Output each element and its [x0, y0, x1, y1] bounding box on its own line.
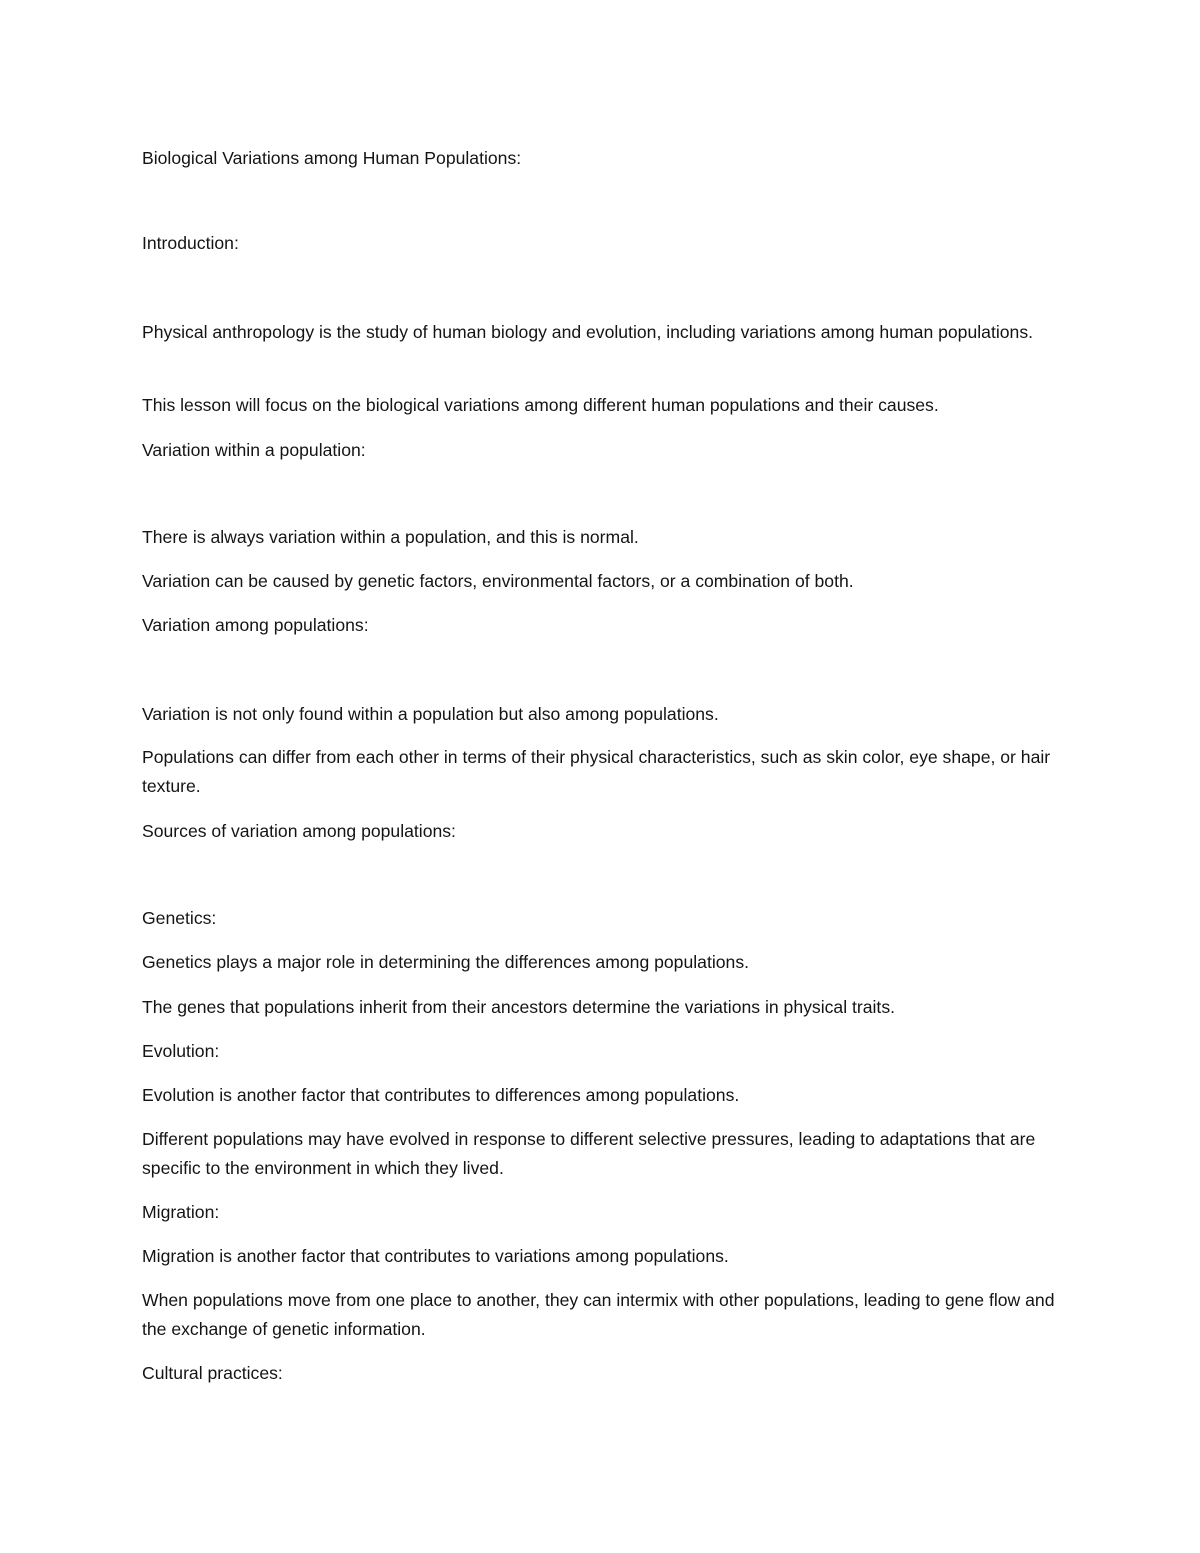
paragraph: Variation is not only found within a population but also among populations.: [142, 704, 719, 724]
paragraph: There is always variation within a population, and this is normal.: [142, 527, 639, 547]
heading-evolution: Evolution:: [142, 1041, 220, 1061]
heading-sources-of-variation: Sources of variation among populations:: [142, 821, 456, 841]
paragraph: Evolution is another factor that contributes to differences among populations.: [142, 1085, 740, 1105]
heading-variation-within: Variation within a population:: [142, 440, 366, 460]
document-title: Biological Variations among Human Populations:: [142, 148, 522, 168]
heading-cultural-practices: Cultural practices:: [142, 1363, 283, 1383]
paragraph: Genetics plays a major role in determining the differences among populations.: [142, 952, 750, 972]
paragraph: Different populations may have evolved in response to different selective pressures, leading to adaptations that are specific to the environment in which they lived.: [142, 1129, 1036, 1178]
paragraph: Variation can be caused by genetic factors, environmental factors, or a combination of both.: [142, 571, 854, 591]
paragraph: This lesson will focus on the biological variations among different human populations and their causes.: [142, 395, 939, 415]
paragraph: Populations can differ from each other in terms of their physical characteristics, such as skin color, eye shape, or hair texture.: [142, 747, 1051, 796]
paragraph: Physical anthropology is the study of human biology and evolution, including variations among human populations.: [142, 322, 1034, 342]
paragraph: Migration is another factor that contributes to variations among populations.: [142, 1246, 729, 1266]
heading-migration: Migration:: [142, 1202, 220, 1222]
heading-genetics: Genetics:: [142, 908, 217, 928]
heading-introduction: Introduction:: [142, 233, 239, 253]
paragraph: The genes that populations inherit from their ancestors determine the variations in physical traits.: [142, 997, 896, 1017]
heading-variation-among: Variation among populations:: [142, 615, 369, 635]
paragraph: When populations move from one place to another, they can intermix with other populations, leading to gene flow and the exchange of genetic information.: [142, 1290, 1055, 1339]
